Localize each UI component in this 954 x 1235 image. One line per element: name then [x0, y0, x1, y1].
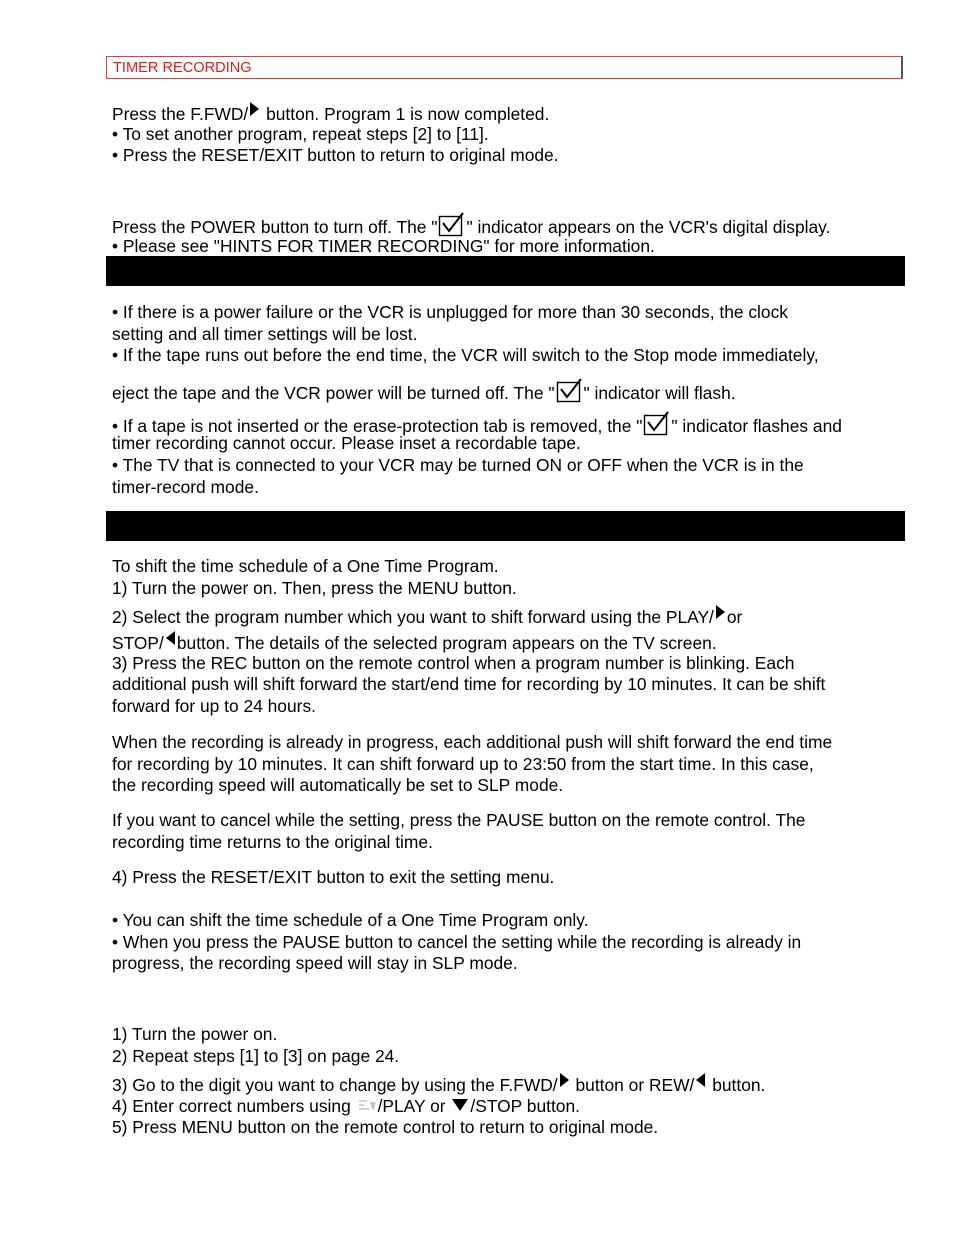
text-line: • If a tape is not inserted or the erase-protection tab is removed, the " " indicator flashes and [112, 411, 842, 436]
text-line: setting and all timer settings will be lost. [112, 324, 418, 344]
timer-indicator-icon [438, 212, 465, 237]
text-line: • Please see "HINTS FOR TIMER RECORDING" for more information. [112, 236, 655, 256]
play-right-icon [716, 605, 725, 619]
text-line: When the recording is already in progress, each additional push will shift forward the end time [112, 732, 833, 752]
text-line: To shift the time schedule of a One Time Program. [112, 556, 499, 576]
text-line: • If the tape runs out before the end time, the VCR will switch to the Stop mode immediately, [112, 345, 819, 365]
text-line: forward for up to 24 hours. [112, 696, 316, 716]
text-line: progress, the recording speed will stay in SLP mode. [112, 953, 518, 973]
text-line: 4) Press the RESET/EXIT button to exit the setting menu. [112, 867, 555, 887]
text-line: 1) Turn the power on. [112, 1024, 278, 1044]
text-line: eject the tape and the VCR power will be turned off. The " " indicator will flash. [112, 378, 736, 403]
rewind-left-icon [696, 1073, 705, 1087]
text-line: 5) Press MENU button on the remote control to return to original mode. [112, 1117, 659, 1137]
text-line: for recording by 10 minutes. It can shift forward up to 23:50 from the start time. In this case, [112, 754, 814, 774]
text-line: Press the POWER button to turn off. The " " indicator appears on the VCR's digital display. [112, 212, 830, 237]
text-line: • To set another program, repeat steps [2] to [11]. [112, 124, 489, 144]
text-line: If you want to cancel while the setting, press the PAUSE button on the remote control. The [112, 810, 806, 830]
timer-indicator-icon [643, 411, 670, 436]
text-line: • Press the RESET/EXIT button to return to original mode. [112, 145, 559, 165]
text-line: 3) Go to the digit you want to change by using the F.FWD/ button or REW/ button. [112, 1075, 766, 1095]
down-arrow-icon [452, 1099, 468, 1111]
text-line: Press the F.FWD/ button. Program 1 is now completed. [112, 104, 550, 124]
text-line: 3) Press the REC button on the remote control when a program number is blinking. Each [112, 653, 795, 673]
section-bar [106, 256, 905, 286]
timer-indicator-icon [556, 378, 583, 403]
text-line: 2) Repeat steps [1] to [3] on page 24. [112, 1046, 400, 1066]
page-header [106, 56, 903, 79]
text-line: additional push will shift forward the start/end time for recording by 10 minutes. It can be shift [112, 674, 826, 694]
text-line: STOP/ button. The details of the selected program appears on the TV screen. [112, 633, 717, 653]
text-line: • You can shift the time schedule of a One Time Program only. [112, 910, 589, 930]
stop-left-icon [166, 631, 175, 645]
text-line: timer recording cannot occur. Please inset a recordable tape. [112, 433, 581, 453]
text-line: • The TV that is connected to your VCR may be turned ON or OFF when the VCR is in the [112, 455, 804, 475]
text-line: 1) Turn the power on. Then, press the MENU button. [112, 578, 517, 598]
text-line: timer-record mode. [112, 477, 259, 497]
section-bar [106, 511, 905, 541]
text-line: • If there is a power failure or the VCR is unplugged for more than 30 seconds, the clock [112, 302, 788, 322]
text-line: 2) Select the program number which you want to shift forward using the PLAY/ or [112, 607, 743, 627]
play-right-icon [250, 102, 259, 116]
text-line: the recording speed will automatically be set to SLP mode. [112, 775, 564, 795]
header-title: TIMER RECORDING [113, 60, 252, 76]
play-right-icon [560, 1073, 569, 1087]
text-line: 4) Enter correct numbers using /PLAY or /STOP button. [112, 1096, 580, 1116]
up-arrow-icon [357, 1097, 377, 1113]
text-line: • When you press the PAUSE button to cancel the setting while the recording is already in [112, 932, 802, 952]
text-line: recording time returns to the original time. [112, 832, 433, 852]
